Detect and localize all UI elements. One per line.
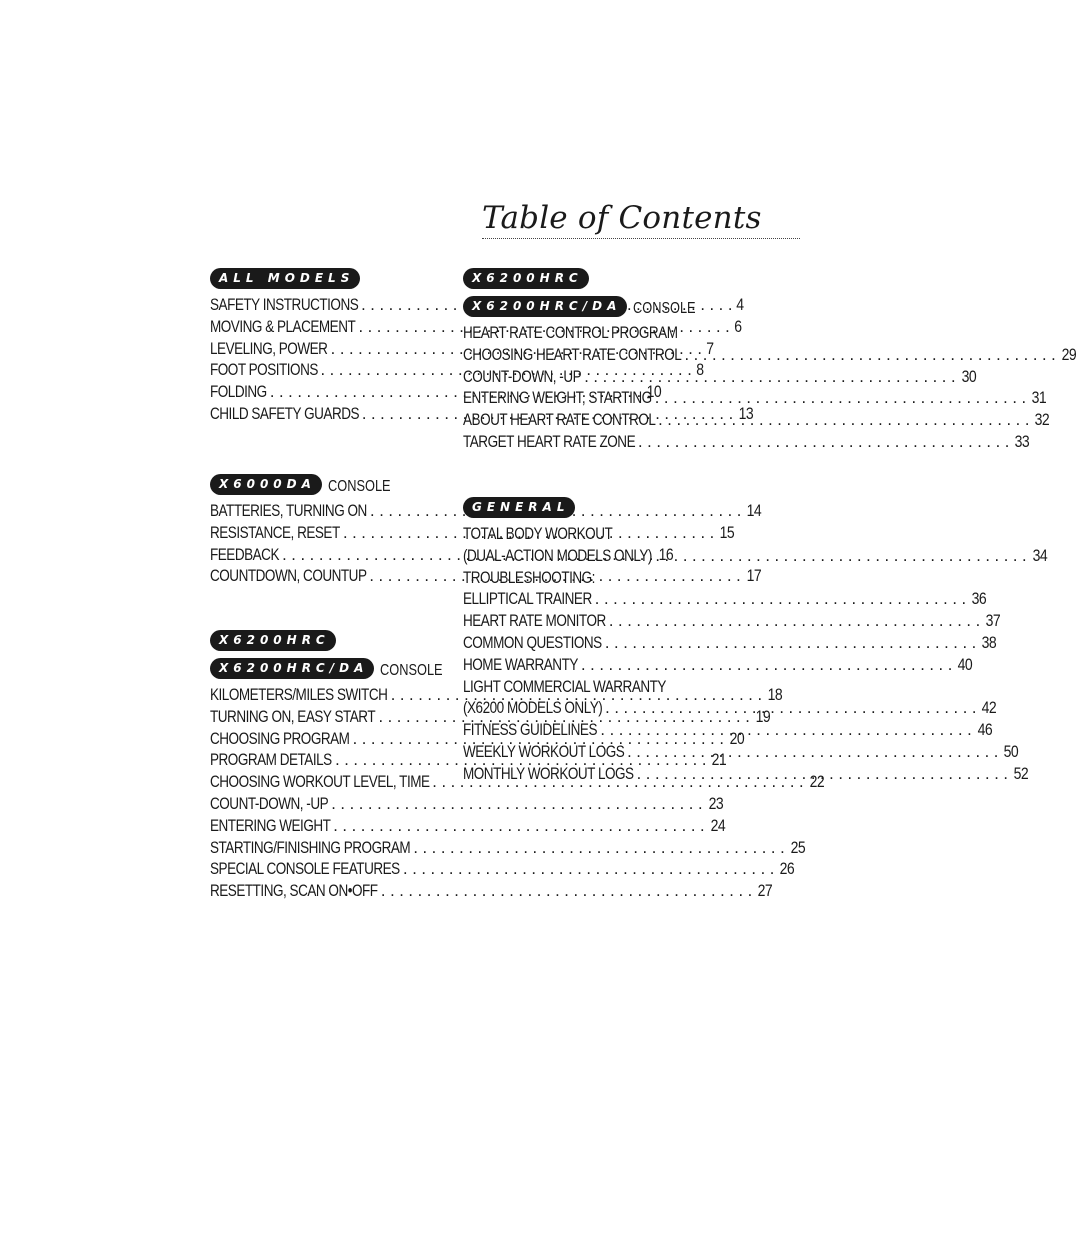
section-badge: X6200HRC/DA xyxy=(463,296,627,317)
toc-page-number: 37 xyxy=(985,612,1001,631)
toc-entry-title: WEEKLY WORKOUT LOGS xyxy=(463,742,625,761)
toc-dot-leader xyxy=(578,655,955,677)
toc-entry-title: CHILD SAFETY GUARDS xyxy=(210,404,360,423)
title-dotted-rule xyxy=(482,238,800,239)
toc-entry[interactable] xyxy=(463,655,973,677)
toc-entry-title: ELLIPTICAL TRAINER xyxy=(463,590,592,609)
toc-dot-leader xyxy=(655,410,1032,432)
toc-entry-title: FEEDBACK xyxy=(210,545,279,564)
toc-entry[interactable] xyxy=(463,546,1047,568)
toc-entry-title: COUNT-DOWN, -UP xyxy=(463,367,582,386)
toc-page-number: 15 xyxy=(719,523,735,542)
toc-page-number: 20 xyxy=(729,729,745,748)
toc-entry-title: LIGHT COMMERCIAL WARRANTY xyxy=(463,677,666,696)
toc-page-number: 22 xyxy=(809,773,824,792)
section-badge-row xyxy=(210,657,443,679)
toc-page-number: 30 xyxy=(961,367,976,386)
toc-entry[interactable] xyxy=(463,524,679,546)
toc-page-number: 32 xyxy=(1035,411,1050,430)
toc-entry-title: MOVING & PLACEMENT xyxy=(210,317,356,336)
toc-entry-title: SPECIAL CONSOLE FEATURES xyxy=(210,860,400,879)
toc-dot-leader xyxy=(602,633,979,655)
toc-entry-title: TARGET HEART RATE ZONE xyxy=(463,432,636,451)
toc-entry[interactable] xyxy=(463,345,1076,367)
toc-entry[interactable] xyxy=(210,794,723,816)
toc-entry-title: (DUAL-ACTION MODELS ONLY) xyxy=(463,546,652,565)
toc-page-number: 40 xyxy=(957,655,973,674)
section-badge-row xyxy=(463,496,679,518)
toc-page-number: 19 xyxy=(755,707,770,726)
toc-page-number: 23 xyxy=(708,794,723,813)
toc-entry-title: HEART RATE MONITOR xyxy=(463,612,606,631)
toc-page-number: 36 xyxy=(971,590,987,609)
toc-dot-leader xyxy=(624,742,1001,764)
section-badge-row xyxy=(210,629,426,651)
toc-page-number: 31 xyxy=(1031,389,1047,408)
toc-entry-title: ABOUT HEART RATE CONTROL xyxy=(463,411,656,430)
toc-entry-title: FITNESS GUIDELINES xyxy=(463,721,597,740)
section-badge-suffix: CONSOLE xyxy=(633,300,696,317)
toc-page-number: 17 xyxy=(746,567,761,586)
toc-entry-title: ENTERING WEIGHT, STARTING xyxy=(463,389,652,408)
toc-dot-leader xyxy=(635,432,1012,454)
toc-entry-title: BATTERIES, TURNING ON xyxy=(210,502,367,520)
toc-entry[interactable] xyxy=(463,568,679,590)
toc-entry[interactable] xyxy=(210,838,805,860)
toc-page-number: 26 xyxy=(779,860,795,879)
toc-entry-title: CHOOSING PROGRAM xyxy=(210,729,350,748)
toc-entry-title: TOTAL BODY WORKOUT xyxy=(463,525,613,543)
toc-page-number: 29 xyxy=(1061,345,1076,364)
toc-entry-title: HEART RATE CONTROL PROGRAM xyxy=(463,324,678,342)
section-badge: GENERAL xyxy=(463,497,575,518)
toc-page-number: 50 xyxy=(1003,742,1019,761)
toc-page-number: 8 xyxy=(696,361,704,380)
toc-entry-title: COMMON QUESTIONS xyxy=(463,633,602,652)
toc-page-number: 42 xyxy=(982,699,997,718)
toc-entry[interactable] xyxy=(210,881,773,903)
toc-page-number: 27 xyxy=(757,882,773,901)
toc-page-number: 33 xyxy=(1014,432,1030,451)
toc-page-number: 18 xyxy=(767,686,783,704)
toc-entry-title: STARTING/FINISHING PROGRAM xyxy=(210,838,411,857)
toc-page-number: 4 xyxy=(736,296,745,314)
toc-page-number: 52 xyxy=(1013,764,1029,783)
toc-dot-leader xyxy=(602,698,979,720)
toc-page-number: 16 xyxy=(659,545,674,564)
toc-entry[interactable] xyxy=(463,611,1001,633)
toc-entry-title: COUNT-DOWN, -UP xyxy=(210,794,329,813)
toc-entry[interactable] xyxy=(463,323,679,345)
toc-entry-title: CHOOSING WORKOUT LEVEL, TIME xyxy=(210,773,430,792)
toc-entry-title: FOOT POSITIONS xyxy=(210,361,318,380)
toc-page-number: 14 xyxy=(746,502,762,520)
toc-dot-leader xyxy=(328,794,705,816)
toc-page-number: 13 xyxy=(738,404,754,423)
toc-entry[interactable] xyxy=(210,859,795,881)
toc-page-number: 7 xyxy=(706,339,714,358)
toc-entry[interactable] xyxy=(463,677,679,699)
toc-dot-leader xyxy=(652,546,1029,568)
section-badge-suffix: CONSOLE xyxy=(380,662,443,679)
toc-page-number: 38 xyxy=(981,633,997,652)
toc-dot-leader xyxy=(330,816,707,838)
toc-entry-title: TURNING ON, EASY START xyxy=(210,707,376,726)
toc-entry-title: RESETTING, SCAN ON•OFF xyxy=(210,882,378,901)
toc-dot-leader xyxy=(606,611,983,633)
toc-entry-title: KILOMETERS/MILES SWITCH xyxy=(210,686,388,704)
section-badge-row xyxy=(463,267,679,289)
toc-dot-leader xyxy=(597,720,974,742)
toc-page-number: 6 xyxy=(734,317,742,336)
section-badge: X6000DA xyxy=(210,474,322,495)
toc-entry-title: TROUBLESHOOTING: xyxy=(463,568,595,587)
toc-dot-leader xyxy=(592,589,969,611)
toc-entry-title: LEVELING, POWER xyxy=(210,339,328,358)
section-badge: X6200HRC xyxy=(210,630,336,651)
toc-page-number: 25 xyxy=(790,838,805,857)
toc-entry-title: HOME WARRANTY xyxy=(463,655,578,674)
toc-entry[interactable] xyxy=(463,367,976,389)
toc-entry-title: ENTERING WEIGHT xyxy=(210,816,331,835)
section-badge-suffix: CONSOLE xyxy=(327,478,391,495)
toc-dot-leader xyxy=(400,859,777,881)
toc-entry[interactable] xyxy=(463,589,987,611)
page-title: Table of Contents xyxy=(482,200,762,236)
toc-entry-title: FOLDING xyxy=(210,383,267,402)
section-badge-row xyxy=(210,473,426,495)
toc-dot-leader xyxy=(634,764,1011,786)
toc-dot-leader xyxy=(652,388,1029,410)
toc-dot-leader xyxy=(378,881,755,903)
toc-page-number: 46 xyxy=(977,721,992,740)
toc-page-number: 34 xyxy=(1032,546,1047,565)
section-badge-row xyxy=(463,295,696,317)
section-badge: ALL MODELS xyxy=(210,268,360,289)
toc-dot-leader xyxy=(681,345,1058,367)
section-badge-row xyxy=(210,267,426,289)
toc-dot-leader xyxy=(410,838,787,860)
toc-page-number: 21 xyxy=(711,751,727,770)
toc-entry-title: SAFETY INSTRUCTIONS xyxy=(210,296,359,314)
toc-entry-title: MONTHLY WORKOUT LOGS xyxy=(463,764,634,783)
toc-entry[interactable] xyxy=(463,432,1030,454)
toc-entry[interactable] xyxy=(210,816,725,838)
toc-page-number: 10 xyxy=(646,383,662,402)
toc-entry[interactable] xyxy=(463,633,997,655)
section-badge: X6200HRC/DA xyxy=(210,658,374,679)
toc-dot-leader xyxy=(581,367,958,389)
toc-entry-title: COUNTDOWN, COUNTUP xyxy=(210,567,367,586)
toc-entry[interactable] xyxy=(463,388,1047,410)
toc-page-number: 24 xyxy=(710,816,725,835)
toc-entry-title: (X6200 MODELS ONLY) xyxy=(463,699,603,718)
section-badge: X6200HRC xyxy=(463,268,589,289)
toc-entry-title: CHOOSING HEART RATE CONTROL xyxy=(463,345,682,364)
toc-entry-title: RESISTANCE, RESET xyxy=(210,523,340,542)
toc-entry-title: PROGRAM DETAILS xyxy=(210,751,332,770)
